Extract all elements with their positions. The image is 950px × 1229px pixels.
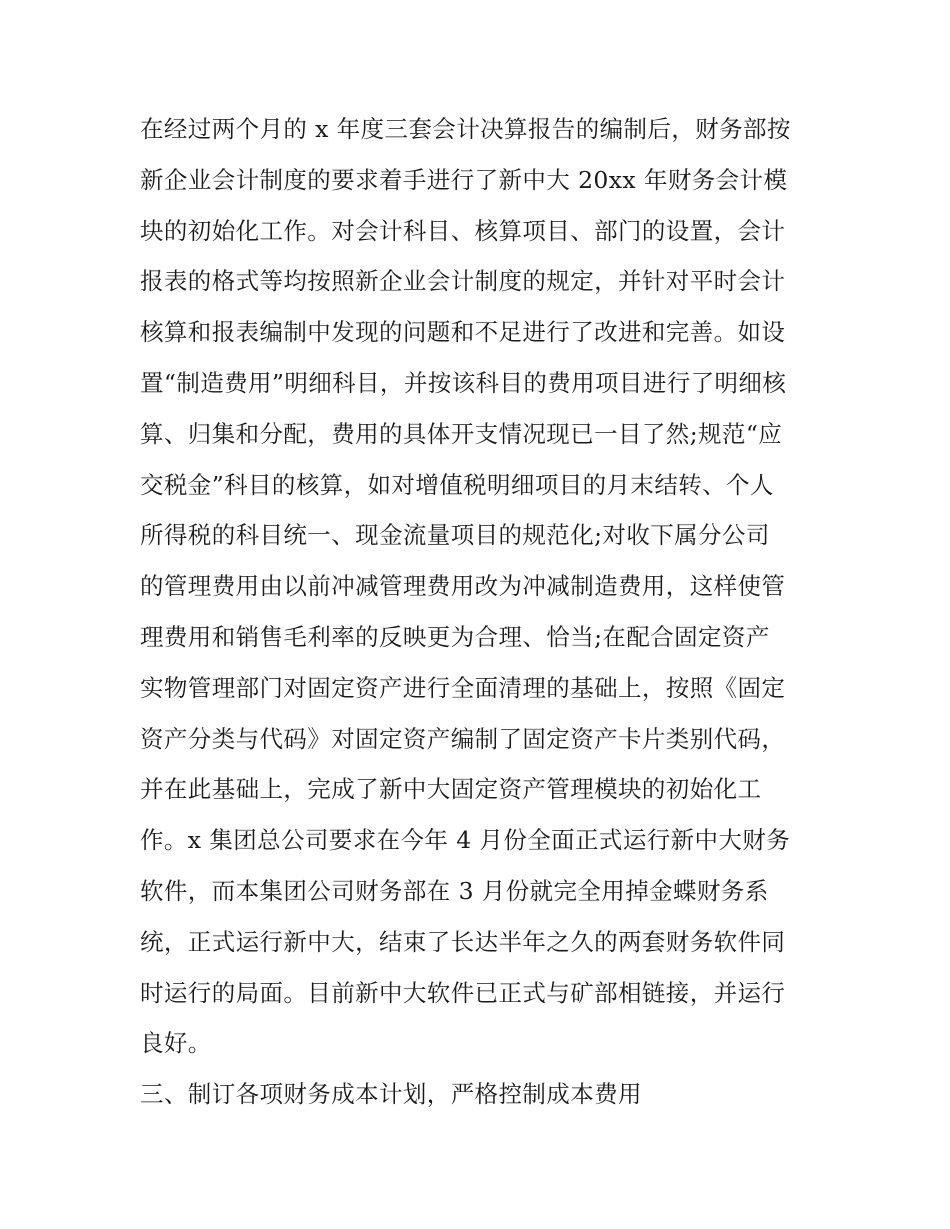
text-line-17: 统，正式运行新中大，结束了长达半年之久的两套财务软件同 xyxy=(140,927,786,956)
text-line-16: 软件，而本集团公司财务部在 3 月份就完全用掉金蝶财务系 xyxy=(140,876,769,905)
text-line-5: 核算和报表编制中发现的问题和不足进行了改进和完善。如设 xyxy=(140,318,786,347)
text-line-3: 块的初始化工作。对会计科目、核算项目、部门的设置，会计 xyxy=(140,216,786,245)
text-line-13: 资产分类与代码》对固定资产编制了固定资产卡片类别代码， xyxy=(140,724,786,753)
text-line-2: 新企业会计制度的要求着手进行了新中大 20xx 年财务会计模 xyxy=(140,165,788,194)
text-line-15: 作。x 集团总公司要求在今年 4 月份全面正式运行新中大财务 xyxy=(140,826,791,855)
text-line-18: 时运行的局面。目前新中大软件已正式与矿部相链接，并运行 xyxy=(140,978,786,1007)
text-line-4: 报表的格式等均按照新企业会计制度的规定，并针对平时会计 xyxy=(140,267,786,296)
text-line-10: 的管理费用由以前冲减管理费用改为冲减制造费用，这样使管 xyxy=(140,572,786,601)
text-line-14: 并在此基础上，完成了新中大固定资产管理模块的初始化工 xyxy=(140,775,762,804)
text-line-19: 良好。 xyxy=(140,1029,212,1058)
body-text xyxy=(140,104,820,1120)
text-line-6: 置“制造费用”明细科目，并按该科目的费用项目进行了明细核 xyxy=(140,368,787,397)
section-heading: 三、制订各项财务成本计划，严格控制成本费用 xyxy=(140,1080,642,1109)
text-line-8: 交税金”科目的核算，如对增值税明细项目的月末结转、个人 xyxy=(140,470,774,499)
text-line-1: 在经过两个月的 x 年度三套会计决算报告的编制后，财务部按 xyxy=(140,115,791,143)
text-line-11: 理费用和销售毛利率的反映更为合理、恰当;在配合固定资产 xyxy=(140,622,770,651)
text-line-7: 算、归集和分配，费用的具体开支情况现已一目了然;规范“应 xyxy=(140,419,783,448)
text-line-12: 实物管理部门对固定资产进行全面清理的基础上，按照《固定 xyxy=(140,673,786,702)
text-line-9: 所得税的科目统一、现金流量项目的规范化;对收下属分公司 xyxy=(140,521,770,550)
